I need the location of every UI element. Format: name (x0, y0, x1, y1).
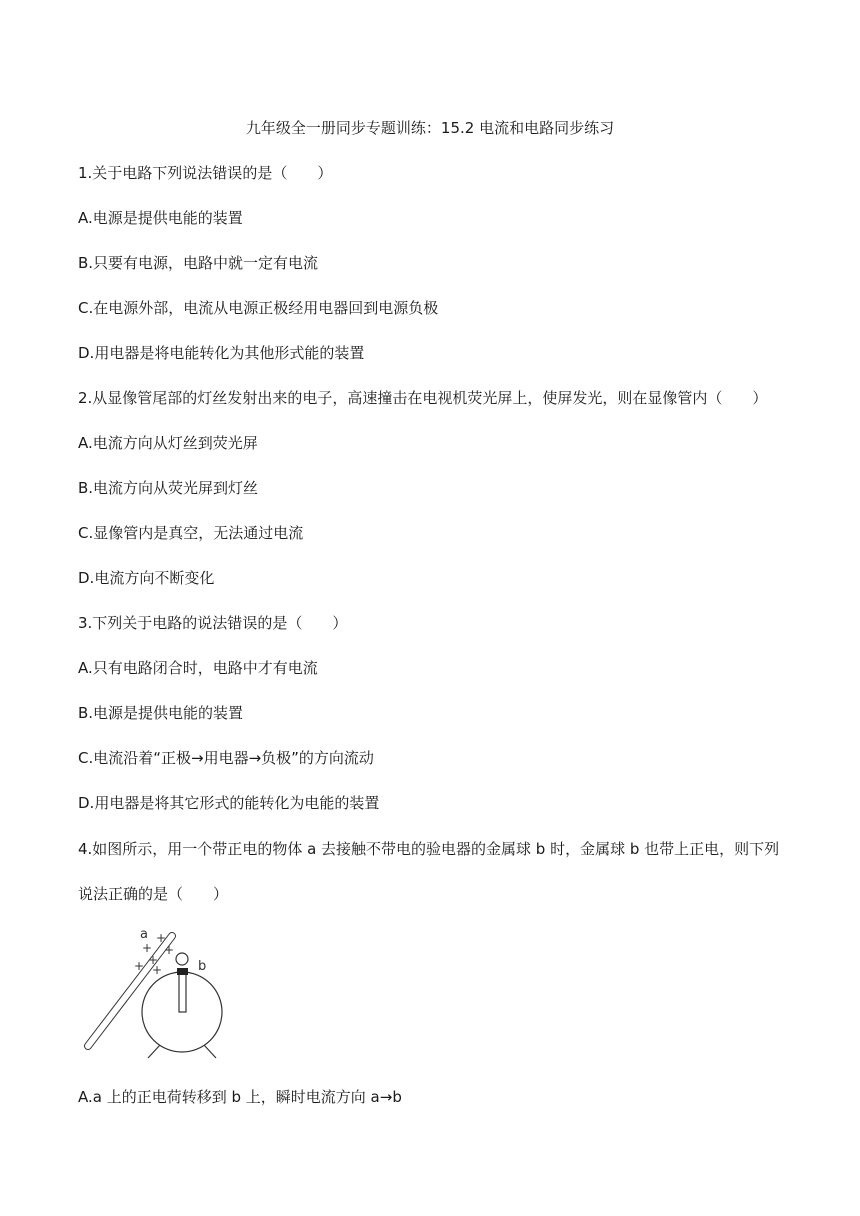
page-title: 九年级全一册同步专题训练：15.2 电流和电路同步练习 (245, 119, 615, 137)
plus-charge: + (142, 941, 153, 955)
question-2-option-b: B.电流方向从荧光屏到灯丝 (78, 479, 259, 497)
question-1-option-d: D.用电器是将电能转化为其他形式能的装置 (78, 344, 365, 362)
plus-charge: + (156, 931, 167, 945)
question-3-stem: 3.下列关于电路的说法错误的是（ ） (78, 614, 348, 632)
question-4-option-a: A.a 上的正电荷转移到 b 上，瞬时电流方向 a→b (78, 1088, 402, 1106)
question-1-option-b: B.只要有电源，电路中就一定有电流 (78, 254, 319, 272)
label-a: a (140, 927, 148, 942)
label-b: b (198, 959, 207, 974)
question-1-stem: 1.关于电路下列说法错误的是（ ） (78, 164, 333, 182)
question-3-option-b: B.电源是提供电能的装置 (78, 704, 244, 722)
plus-charge: + (152, 963, 163, 977)
question-2-option-c: C.显像管内是真空，无法通过电流 (78, 524, 304, 542)
question-4-stem-line-1: 4.如图所示，用一个带正电的物体 a 去接触不带电的验电器的金属球 b 时，金属球 b 也带上正电，则下列 (78, 840, 780, 858)
question-2-option-d: D.电流方向不断变化 (78, 569, 215, 587)
question-1-option-c: C.在电源外部，电流从电源正极经用电器回到电源负极 (78, 299, 439, 317)
question-2-stem: 2.从显像管尾部的灯丝发射出来的电子，高速撞击在电视机荧光屏上，使屏发光，则在显像管内（ ） (78, 389, 768, 407)
plus-charge: + (148, 953, 159, 967)
question-4-stem-line-2: 说法正确的是（ ） (78, 885, 229, 903)
question-3-option-d: D.用电器是将其它形式的能转化为电能的装置 (78, 794, 380, 812)
electroscope-figure (78, 924, 240, 1064)
question-1-option-a: A.电源是提供电能的装置 (78, 209, 243, 227)
plus-charge: + (164, 943, 175, 957)
question-3-option-a: A.只有电路闭合时，电路中才有电流 (78, 659, 318, 677)
question-3-option-c: C.电流沿着“正极→用电器→负极”的方向流动 (78, 749, 374, 767)
question-2-option-a: A.电流方向从灯丝到荧光屏 (78, 434, 258, 452)
plus-charge: + (134, 959, 145, 973)
